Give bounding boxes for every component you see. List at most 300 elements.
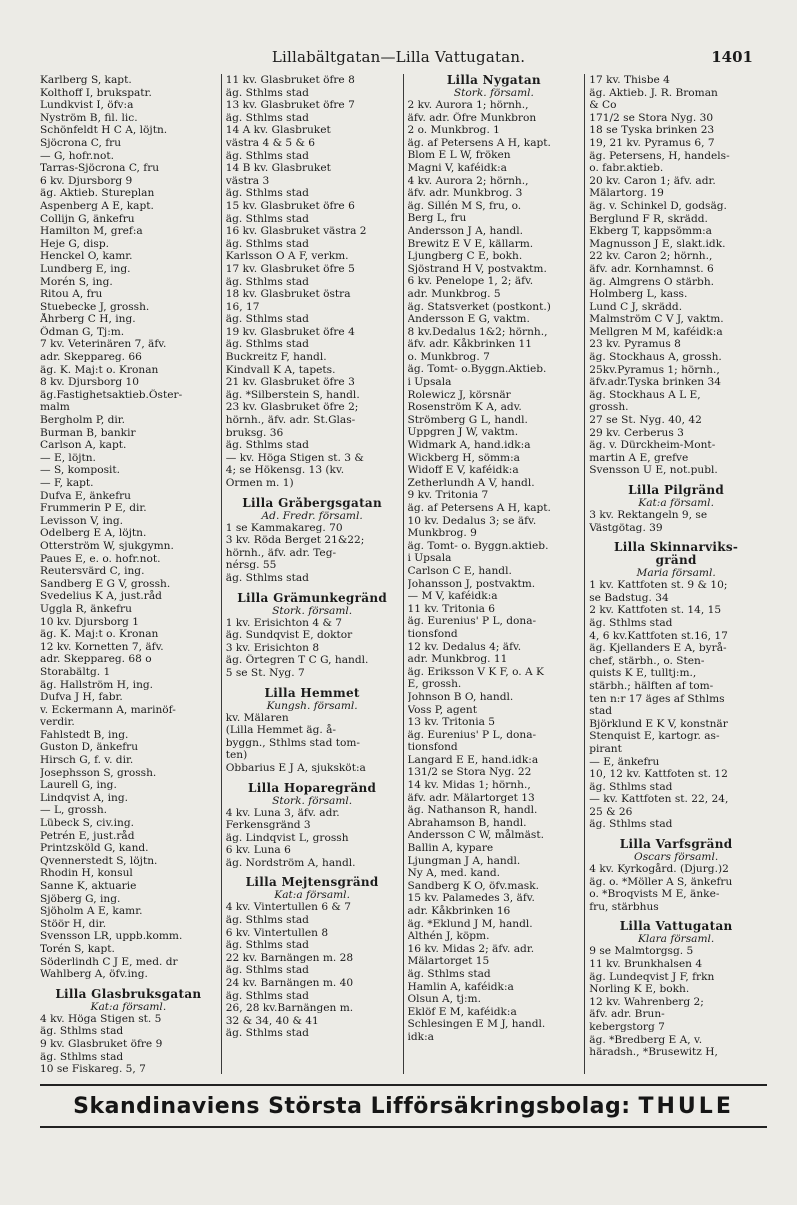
- advertisement-banner: [40, 1084, 767, 1128]
- column-1: [40, 74, 222, 1074]
- parish-subheading: Oscars församl.: [634, 851, 719, 864]
- street-heading: Lilla Grämunkegränd: [237, 591, 388, 605]
- directory-entry: Abrahamson B, handl.: [407, 816, 527, 829]
- parish-subheading: Kungsh. församl.: [266, 699, 358, 712]
- directory-entry: Stuebecke J, grossh.: [40, 300, 150, 313]
- directory-entry: äg. v. Schinkel D, godsäg.: [589, 199, 727, 212]
- directory-entry: Svensson LR, uppb.komm.: [40, 930, 183, 943]
- directory-entry: o. Munkbrog. 7: [407, 350, 490, 363]
- directory-entry: Collijn G, änkefru: [40, 212, 135, 225]
- directory-entry: 2 kv. Aurora 1; hörnh.,: [407, 99, 529, 111]
- street-heading: Lilla Hoparegränd: [248, 781, 377, 795]
- directory-entry: Carlson A, kapt.: [40, 439, 127, 452]
- directory-entry: 9 kv. Tritonia 7: [407, 489, 489, 502]
- directory-entry: 16, 17: [225, 300, 260, 313]
- directory-entry: Berglund F R, skrädd.: [589, 212, 708, 225]
- directory-entry: 2 o. Munkbrog. 1: [407, 124, 500, 137]
- directory-entry: stärbh.; hälften af tom-: [589, 679, 714, 692]
- directory-entry: Blom E L W, fröken: [407, 149, 511, 162]
- directory-entry: 10 kv. Dedalus 3; se äfv.: [407, 514, 537, 527]
- directory-entry: Åhrberg C H, ing.: [40, 313, 136, 326]
- directory-entry: Sjöberg G, ing.: [40, 892, 121, 905]
- directory-entry: 15 kv. Palamedes 3, äfv.: [407, 892, 535, 905]
- directory-entry: i Upsala: [407, 552, 452, 565]
- directory-entry: stad: [589, 705, 613, 718]
- directory-entry: äg. Sthlms stad: [225, 86, 309, 99]
- directory-entry: äg. Sthlms stad: [225, 187, 309, 200]
- directory-entry: äg. Sthlms stad: [225, 964, 309, 977]
- directory-entry: 32 & 34, 40 & 41: [225, 1014, 319, 1027]
- directory-entry: Stenquist E, kartogr. as-: [589, 730, 720, 743]
- directory-entry: 19 kv. Glasbruket öfre 4: [225, 325, 355, 338]
- directory-entry: 11 kv. Glasbruket öfre 8: [225, 74, 355, 86]
- directory-entry: fru, stärbhus: [589, 900, 659, 913]
- directory-entry: Uppgren J W, vaktm.: [407, 426, 519, 439]
- directory-entry: Nyström B, fil. lic.: [40, 111, 138, 124]
- directory-entry: Josephsson S, grossh.: [40, 766, 157, 779]
- directory-entry: Stöör H, dir.: [40, 917, 107, 930]
- parish-subheading: Stork. församl.: [453, 87, 534, 99]
- directory-entry: Andersson C W, målmäst.: [407, 829, 544, 842]
- directory-entry: Reutersvärd C, ing.: [40, 565, 145, 578]
- page-title: Lillabältgatan—Lilla Vattugatan.: [271, 48, 526, 66]
- directory-entry: Ljungman J A, handl.: [407, 854, 521, 867]
- directory-entry: äg. Eurenius' P L, dona-: [407, 615, 537, 628]
- directory-entry: Rosenström K A, adv.: [407, 401, 522, 414]
- directory-entry: västra 4 & 5 & 6: [225, 136, 316, 149]
- directory-entry: adr. Munkbrog. 11: [407, 653, 508, 666]
- directory-entry: äg. Eriksson V K F, o. A K: [407, 665, 544, 678]
- directory-entry: Uggla R, änkefru: [40, 602, 132, 615]
- directory-entry: Morén S, ing.: [40, 275, 113, 288]
- directory-entry: adr. Skeppareg. 68 o: [40, 653, 152, 666]
- directory-entry: Hamlin A, kaféidk:a: [407, 980, 514, 993]
- directory-entry: 4 kv. Vintertullen 6 & 7: [225, 901, 351, 914]
- directory-entry: äg. *Eklund J M, handl.: [407, 917, 533, 930]
- directory-entry: v. Eckermann A, marinöf-: [40, 703, 176, 716]
- directory-entry: Malmström C V J, vaktm.: [589, 313, 724, 326]
- directory-entry: Zetherlundh A V, handl.: [407, 476, 535, 489]
- directory-entry: 16 kv. Glasbruket västra 2: [225, 225, 367, 238]
- directory-entry: Lindqvist A, ing.: [40, 791, 128, 804]
- directory-entry: Heje G, disp.: [40, 237, 110, 250]
- directory-entry: äfv. adr. Mälartorget 13: [407, 791, 535, 804]
- directory-entry: 4; se Hökensg. 13 (kv.: [225, 464, 345, 477]
- directory-entry: 19, 21 kv. Pyramus 6, 7: [589, 136, 715, 149]
- directory-entry: pirant: [589, 742, 622, 755]
- directory-entry: äfv.adr.Tyska brinken 34: [589, 376, 721, 389]
- directory-entry: 21 kv. Glasbruket öfre 3: [225, 376, 355, 389]
- directory-entry: Henckel O, kamr.: [40, 250, 133, 263]
- directory-entry: äg. Sundqvist E, doktor: [225, 629, 353, 642]
- directory-entry: Söderlindh C J E, med. dr: [40, 955, 178, 968]
- directory-entry: Olsun A, tj:m.: [407, 993, 481, 1006]
- directory-entry: Magni V, kaféidk:a: [407, 161, 507, 174]
- directory-entry: äg. Nordström A, handl.: [225, 856, 356, 869]
- directory-entry: Kolthoff I, brukspatr.: [40, 86, 152, 99]
- directory-entry: Paues E, e. o. hofr.not.: [40, 552, 161, 565]
- directory-entry: 6 kv. Vintertullen 8: [225, 926, 329, 939]
- directory-entry: äfv. adr. Öfre Munkbron: [407, 111, 537, 124]
- directory-entry: äg. Sthlms stad: [225, 571, 309, 584]
- directory-entry: ten n:r 17 äges af Sthlms: [589, 692, 725, 705]
- directory-entry: hörnh., äfv. adr. Teg-: [225, 546, 337, 559]
- directory-entry: äg. Sthlms stad: [225, 275, 309, 288]
- directory-entry: 18 kv. Glasbruket östra: [225, 288, 351, 301]
- directory-entry: 4 kv. Aurora 2; hörnh.,: [407, 174, 529, 187]
- street-heading: Lilla Vattugatan: [619, 920, 733, 934]
- directory-entry: häradsh., *Brusewitz H,: [589, 1046, 718, 1059]
- directory-entry: 4 kv. Luna 3, äfv. adr.: [225, 806, 340, 819]
- directory-entry: kv. Mälaren: [225, 711, 289, 724]
- directory-entry: Wickberg H, sömm:a: [407, 451, 520, 464]
- directory-entry: 2 kv. Kattfoten st. 14, 15: [589, 604, 722, 617]
- directory-entry: 4 kv. Kyrkogård. (Djurg.)2: [589, 863, 729, 876]
- directory-entry: äg. Sthlms stad: [40, 1025, 124, 1038]
- directory-entry: Fahlstedt B, ing.: [40, 728, 129, 741]
- directory-entry: ten): [225, 749, 248, 762]
- directory-entry: Mälartorg. 19: [589, 187, 664, 200]
- directory-entry: Widoff E V, kaféidk:a: [407, 464, 519, 477]
- directory-entry: — kv. Kattfoten st. 22, 24,: [589, 793, 729, 806]
- directory-entry: Levisson V, ing.: [40, 514, 124, 527]
- directory-entry: Wahlberg A, öfv.ing.: [40, 968, 148, 981]
- directory-entry: Langard E E, hand.idk:a: [407, 753, 539, 766]
- directory-entry: 6 kv. Luna 6: [225, 844, 291, 857]
- directory-entry: grossh.: [589, 401, 629, 414]
- spacer: [226, 490, 399, 497]
- directory-entry: Hamilton M, gref:a: [40, 225, 143, 238]
- directory-entry: 13 kv. Tritonia 5: [407, 716, 496, 729]
- directory-entry: Storabältg. 1: [40, 665, 111, 678]
- street-heading: Lilla Glasbruksgatan: [55, 987, 202, 1001]
- directory-entry: Ferkensgränd 3: [225, 819, 311, 832]
- directory-entry: 3 kv. Rektangeln 9, se: [589, 509, 708, 521]
- directory-entry: — E, löjtn.: [40, 451, 96, 464]
- directory-entry: Hirsch G, f. v. dir.: [40, 754, 134, 767]
- directory-entry: Sandberg E G V, grossh.: [40, 577, 171, 590]
- directory-entry: äg. Petersens, H, handels-: [589, 149, 730, 162]
- parish-subheading: Kat:a församl.: [274, 889, 350, 902]
- directory-entry: 9 se Malmtorgsg. 5: [589, 945, 694, 958]
- parish-subheading: Stork. församl.: [272, 794, 353, 807]
- directory-entry: 1 kv. Kattfoten st. 9 & 10;: [589, 579, 728, 592]
- directory-entry: kebergstorg 7: [589, 1021, 665, 1033]
- street-heading: Lilla Pilgränd: [628, 484, 725, 497]
- directory-entry: Sanne K, aktuarie: [40, 880, 137, 892]
- directory-entry: äg. Sthlms stad: [40, 1050, 124, 1063]
- directory-entry: äg. Statsverket (postkont.): [407, 300, 551, 313]
- directory-entry: Torén S, kapt.: [40, 942, 115, 955]
- spacer: [589, 534, 763, 541]
- column-2: [222, 74, 404, 1074]
- directory-entry: 25 & 26: [589, 805, 633, 818]
- directory-entry: Rolewicz J, körsnär: [407, 388, 511, 401]
- directory-entry: Sjöholm A E, kamr.: [40, 905, 143, 918]
- directory-entry: 29 kv. Cerberus 3: [589, 426, 684, 439]
- directory-entry: äg. Aktieb. J. R. Broman: [589, 86, 718, 99]
- directory-entry: byggn., Sthlms stad tom-: [225, 736, 360, 749]
- directory-entry: adr. Kåkbrinken 16: [407, 905, 511, 917]
- directory-entry: 11 kv. Tritonia 6: [407, 602, 496, 615]
- directory-entry: chef, stärbh., o. Sten-: [589, 654, 705, 667]
- directory-entry: 25kv.Pyramus 1; hörnh.,: [589, 363, 720, 376]
- directory-entry: Buckreitz F, handl.: [225, 351, 327, 364]
- directory-entry: 26, 28 kv.Barnängen m.: [225, 1002, 354, 1015]
- directory-entry: Strömberg G L, handl.: [407, 413, 528, 426]
- directory-entry: — E, änkefru: [589, 755, 660, 768]
- directory-entry: 7 kv. Veterinären 7, äfv.: [40, 338, 167, 351]
- directory-entry: Lundkvist I, öfv:a: [40, 99, 134, 112]
- directory-entry: Berg L, fru: [407, 212, 467, 225]
- directory-entry: äg. Sthlms stad: [225, 212, 309, 225]
- directory-entry: äg. Sthlms stad: [225, 914, 309, 927]
- directory-entry: 10 se Fiskareg. 5, 7: [40, 1063, 146, 1074]
- directory-entry: 9 kv. Glasbruket öfre 9: [40, 1037, 163, 1050]
- directory-entry: Burman B, bankir: [40, 426, 136, 439]
- page-number: 1401: [711, 48, 753, 66]
- directory-entry: äg. Tomt- o.Byggn.Aktieb.: [407, 363, 547, 376]
- directory-entry: äg. Sthlms stad: [225, 989, 309, 1002]
- directory-entry: E, grossh.: [407, 678, 462, 691]
- directory-entry: 8 kv. Djursborg 10: [40, 376, 139, 389]
- directory-entry: 15 kv. Glasbruket öfre 6: [225, 199, 355, 212]
- parish-subheading: Stork. församl.: [272, 604, 353, 617]
- directory-entry: Lundberg E, ing.: [40, 262, 131, 275]
- directory-entry: Johansson J, postvaktm.: [407, 577, 536, 590]
- directory-entry: 17 kv. Thisbe 4: [589, 74, 670, 86]
- directory-entry: i Upsala: [407, 376, 452, 389]
- directory-entry: nérsg. 55: [225, 559, 277, 572]
- street-heading: gränd: [655, 554, 697, 568]
- directory-entry: malm: [40, 401, 70, 414]
- spacer: [589, 477, 763, 484]
- directory-entry: — kv. Höga Stigen st. 3 &: [225, 451, 364, 464]
- parish-subheading: Maria församl.: [636, 567, 716, 580]
- directory-entry: äg. Sthlms stad: [225, 111, 309, 124]
- directory-entry: Widmark A, hand.idk:a: [407, 439, 531, 452]
- spacer: [226, 775, 399, 782]
- directory-entry: Tarras-Sjöcrona C, fru: [40, 162, 160, 175]
- directory-entry: Sjöstrand H V, postvaktm.: [407, 262, 547, 275]
- directory-entry: äg. Sillén M S, fru, o.: [407, 199, 522, 212]
- directory-entry: Otterström W, sjukgymn.: [40, 539, 174, 552]
- directory-entry: Schönfeldt H C A, löjtn.: [40, 124, 168, 137]
- directory-entry: Aspenberg A E, kapt.: [40, 199, 154, 212]
- directory-entry: äg.Fastighetsaktieb.Öster-: [40, 388, 183, 401]
- directory-entry: Ballin A, kypare: [407, 842, 494, 855]
- street-heading: Lilla Hemmet: [264, 686, 360, 700]
- directory-entry: o. *Broqvists M E, änke-: [589, 888, 720, 901]
- directory-entry: Petrén E, just.råd: [40, 829, 135, 842]
- advertisement-brand: THULE: [638, 1093, 734, 1119]
- directory-entry: 4, 6 kv.Kattfoten st.16, 17: [589, 629, 728, 642]
- directory-entry: 10 kv. Djursborg 1: [40, 615, 139, 628]
- directory-entry: 10, 12 kv. Kattfoten st. 12: [589, 768, 728, 781]
- directory-entry: Lund C J, skrädd.: [589, 300, 683, 313]
- directory-entry: Ekberg T, kappsömm:a: [589, 225, 712, 238]
- directory-entry: Odelberg E A, löjtn.: [40, 527, 147, 540]
- parish-subheading: Klara församl.: [637, 933, 715, 946]
- directory-entry: Svensson U E, not.publ.: [589, 464, 718, 477]
- directory-entry: 8 kv.Dedalus 1&2; hörnh.,: [407, 325, 548, 338]
- directory-entry: äg. Sthlms stad: [225, 313, 309, 326]
- column-4: [585, 74, 767, 1074]
- directory-entry: 1 kv. Erisichton 4 & 7: [225, 616, 342, 629]
- directory-entry: Guston D, änkefru: [40, 741, 139, 754]
- directory-entry: adr. Skeppareg. 66: [40, 351, 142, 364]
- directory-entry: äg. Stockhaus A L E,: [589, 388, 701, 401]
- directory-entry: 27 se St. Nyg. 40, 42: [589, 414, 702, 427]
- directory-entry: Munkbrog. 9: [407, 527, 477, 540]
- directory-entry: tionsfond: [407, 741, 458, 754]
- spacer: [40, 981, 217, 988]
- directory-entry: 3 kv. Erisichton 8: [225, 641, 320, 654]
- directory-entry: Västgötag. 39: [589, 521, 663, 534]
- directory-entry: Sandberg K O, öfv.mask.: [407, 879, 540, 892]
- directory-entry: 1 se Kammakareg. 70: [225, 521, 343, 534]
- directory-entry: se Badstug. 34: [589, 591, 669, 604]
- directory-entry: Ormen m. 1): [225, 477, 294, 489]
- directory-entry: Dufva E, änkefru: [40, 489, 132, 502]
- columns: [40, 74, 767, 1074]
- street-heading: Lilla Mejtensgränd: [245, 876, 379, 890]
- parish-subheading: Ad. Fredr. församl.: [261, 509, 363, 522]
- directory-entry: 14 kv. Midas 1; hörnh.,: [407, 779, 531, 792]
- parish-subheading: Kat:a församl.: [90, 1000, 167, 1013]
- directory-entry: Andersson E G, vaktm.: [407, 313, 530, 326]
- directory-entry: 5 se St. Nyg. 7: [225, 666, 305, 679]
- directory-entry: Dufva J H, fabr.: [40, 691, 123, 704]
- advertisement-text: Skandinaviens Största Lifförsäkringsbolag:: [73, 1093, 631, 1119]
- directory-entry: Rhodin H, konsul: [40, 867, 133, 880]
- directory-entry: äg. v. Dürckheim-Mont-: [589, 439, 716, 452]
- directory-entry: 171/2 se Stora Nyg. 30: [589, 111, 714, 124]
- directory-entry: Norling K E, bokh.: [589, 983, 690, 996]
- directory-entry: äg. Nathanson R, handl.: [407, 804, 538, 817]
- running-head: [0, 48, 797, 70]
- directory-entry: äg. Stockhaus A, grossh.: [589, 351, 722, 364]
- parish-subheading: Kat:a församl.: [638, 497, 714, 509]
- directory-entry: hörnh., äfv. adr. St.Glas-: [225, 414, 356, 427]
- directory-entry: äg. Sthlms stad: [225, 939, 309, 952]
- spacer: [226, 585, 399, 592]
- directory-entry: äfv. adr. Brun-: [589, 1008, 665, 1021]
- spacer: [226, 869, 399, 876]
- directory-entry: quists K E, tulltj:m.,: [589, 667, 697, 680]
- directory-entry: 14 A kv. Glasbruket: [225, 124, 331, 137]
- directory-entry: Kindvall K A, tapets.: [225, 363, 336, 376]
- directory-entry: Carlson C E, handl.: [407, 564, 512, 577]
- directory-entry: äg. Sthlms stad: [407, 967, 491, 980]
- directory-entry: äg. K. Maj:t o. Kronan: [40, 628, 159, 641]
- directory-entry: 12 kv. Dedalus 4; äfv.: [407, 640, 522, 653]
- directory-entry: äg. af Petersens A H, kapt.: [407, 502, 551, 514]
- directory-entry: 22 kv. Barnängen m. 28: [225, 951, 354, 964]
- directory-entry: Ödman G, Tj:m.: [40, 325, 125, 338]
- directory-entry: äg. af Petersens A H, kapt.: [407, 136, 551, 149]
- directory-entry: 13 kv. Glasbruket öfre 7: [225, 99, 355, 112]
- directory-entry: äg. Lindqvist L, grossh: [225, 831, 349, 844]
- directory-entry: Mälartorget 15: [407, 955, 490, 968]
- spacer: [589, 831, 763, 838]
- directory-entry: äg. Sthlms stad: [589, 616, 673, 629]
- directory-entry: 6 kv. Penelope 1, 2; äfv.: [407, 275, 534, 288]
- directory-entry: 3 kv. Röda Berget 21&22;: [225, 534, 365, 547]
- directory-entry: verdir.: [40, 716, 75, 729]
- directory-entry: äg. K. Maj:t o. Kronan: [40, 363, 159, 376]
- column-3: [404, 74, 586, 1074]
- directory-entry: martin A E, grefve: [589, 451, 689, 464]
- directory-entry: äg. Lundeqvist J F, frkn: [589, 970, 715, 983]
- directory-entry: Frummerin P E, dir.: [40, 502, 147, 515]
- directory-entry: Lübeck S, civ.ing.: [40, 817, 135, 830]
- directory-entry: äg. Sthlms stad: [225, 338, 309, 351]
- directory-entry: äg. Sthlms stad: [225, 1027, 309, 1040]
- directory-entry: 4 kv. Höga Stigen st. 5: [40, 1012, 162, 1025]
- directory-entry: Printzsköld G, kand.: [40, 842, 149, 855]
- directory-entry: Obbarius E J A, sjuksköt:a: [225, 761, 366, 774]
- directory-entry: Andersson J A, handl.: [407, 224, 524, 237]
- directory-entry: äg. Örtegren T C G, handl.: [225, 654, 369, 667]
- directory-entry: — F, kapt.: [40, 477, 94, 489]
- directory-entry: Björklund E K V, konstnär: [589, 717, 728, 730]
- directory-entry: adr. Munkbrog. 5: [407, 287, 501, 300]
- directory-entry: Johnson B O, handl.: [407, 690, 514, 703]
- directory-entry: Brewitz E V E, källarm.: [407, 237, 534, 250]
- directory-entry: äg. Sthlms stad: [589, 780, 673, 793]
- directory-entry: äg. Sthlms stad: [225, 237, 309, 250]
- directory-entry: tionsfond: [407, 627, 458, 640]
- directory-entry: äfv. adr. Munkbrog. 3: [407, 187, 523, 200]
- street-heading: Lilla Skinnarviks-: [614, 541, 739, 555]
- directory-entry: Karlsson O A F, verkm.: [225, 250, 349, 263]
- directory-entry: äg. Almgrens O stärbh.: [589, 275, 715, 288]
- directory-entry: 17 kv. Glasbruket öfre 5: [225, 262, 355, 275]
- directory-entry: äg. Eurenius' P L, dona-: [407, 728, 537, 741]
- directory-entry: äg. o. *Möller A S, änkefru: [589, 875, 733, 888]
- directory-entry: äg. Hallström H, ing.: [40, 678, 154, 691]
- directory-entry: (Lilla Hemmet äg. å-: [225, 724, 336, 737]
- street-heading: Lilla Gråbergsgatan: [242, 496, 383, 510]
- directory-entry: 12 kv. Kornetten 7, äfv.: [40, 640, 164, 653]
- directory-entry: äg. Sthlms stad: [589, 818, 673, 831]
- directory-entry: 16 kv. Midas 2; äfv. adr.: [407, 942, 535, 955]
- directory-entry: 20 kv. Caron 1; äfv. adr.: [589, 174, 716, 187]
- directory-entry: — S, komposit.: [40, 464, 121, 477]
- street-heading: Lilla Varfsgränd: [619, 838, 733, 852]
- directory-entry: & Co: [589, 99, 617, 112]
- directory-entry: 11 kv. Brunkhalsen 4: [589, 958, 703, 971]
- directory-entry: Karlberg S, kapt.: [40, 74, 132, 86]
- directory-entry: o. fabr.aktieb.: [589, 162, 664, 175]
- directory-entry: 23 kv. Glasbruket öfre 2;: [225, 401, 359, 414]
- directory-entry: äg. *Silberstein S, handl.: [225, 388, 360, 401]
- street-heading: Lilla Nygatan: [446, 74, 541, 87]
- directory-entry: Sjöcrona C, fru: [40, 136, 122, 149]
- directory-entry: Qvennerstedt S, löjtn.: [40, 854, 158, 867]
- directory-entry: Schlesingen E M J, handl.: [407, 1018, 546, 1031]
- directory-entry: Mellgren M M, kaféidk:a: [589, 325, 723, 338]
- directory-entry: — G, hofr.not.: [40, 149, 114, 162]
- directory-entry: idk:a: [407, 1030, 434, 1043]
- directory-entry: — M V, kaféidk:a: [407, 590, 498, 603]
- directory-entry: Holmberg L, kass.: [589, 288, 688, 301]
- directory-entry: 24 kv. Barnängen m. 40: [225, 977, 354, 990]
- directory-entry: äg. Aktieb. Stureplan: [40, 187, 155, 200]
- directory-entry: äg. Tomt- o. Byggn.aktieb.: [407, 539, 549, 552]
- spacer: [589, 913, 763, 920]
